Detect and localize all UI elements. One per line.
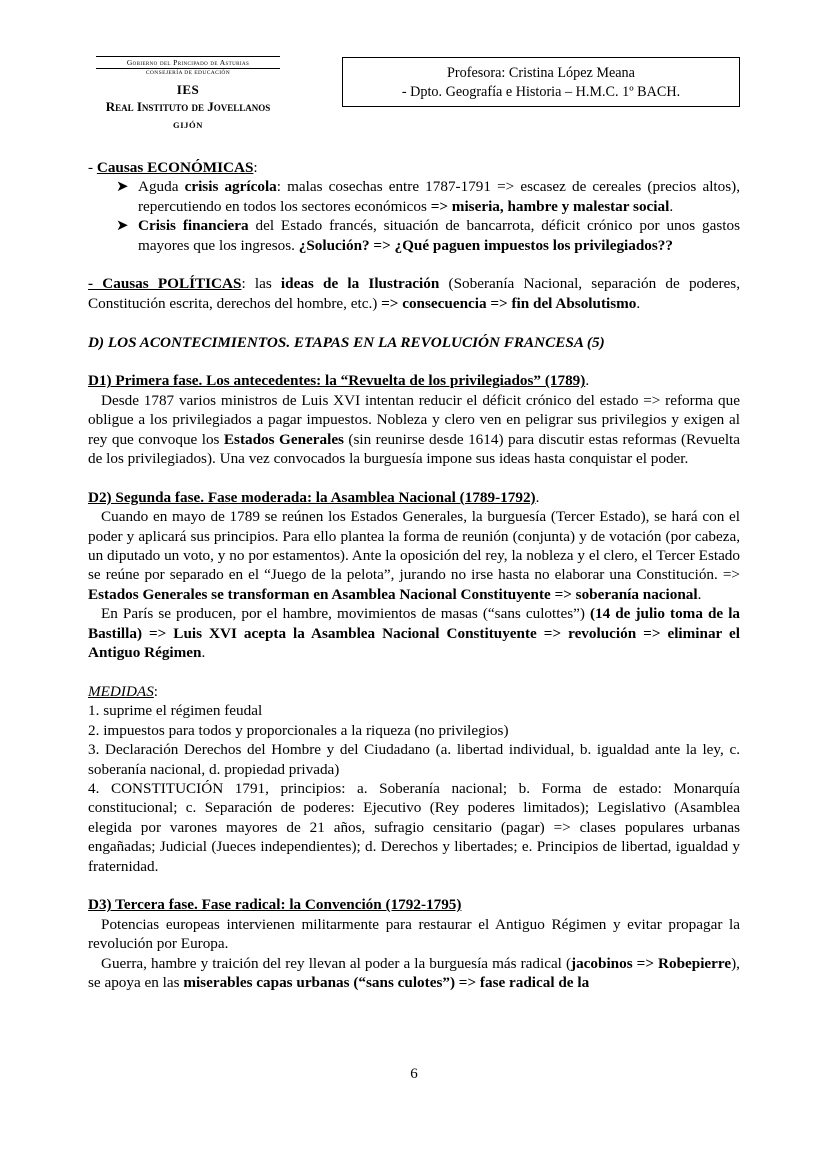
economic-causes-list bbox=[88, 177, 740, 255]
medidas-heading: MEDIDAS: bbox=[88, 682, 159, 700]
economic-causes-heading bbox=[88, 158, 740, 177]
logo-ies-line: IES bbox=[176, 82, 200, 97]
d2-paragraph-2: En París se producen, por el hambre, movimientos de masas (“sans culottes”) (14 de julio toma de la Bastilla) => Luis XVI acepta la Asamblea Nacional Constituyente => revolución => eliminar el Antiguo Régimen. bbox=[88, 605, 741, 662]
heading-colon: : bbox=[253, 159, 258, 176]
arrow-bullet-icon: ➤ bbox=[116, 178, 129, 196]
teacher-name: Profesora: Cristina López Meana bbox=[447, 65, 635, 81]
d1-paragraph: Desde 1787 varios ministros de Luis XVI intentan reducir el déficit crónico del estado => reforma que obligue a los privilegiados a pagar impuestos. Nobleza y clero ven en peligrar sus privilegios y exigen al rey que convoque los Estados Generales (sin reunirse desde 1614) para discutir estas reformas (Revuelta de los privilegiados). Una vez convocados la burguesía impone sus ideas hasta conquistar el poder. bbox=[88, 391, 740, 468]
logo-government-line: Gobierno del Principado de Asturias bbox=[96, 56, 280, 69]
list-item: 2. impuestos para todos y proporcionales a la riqueza (no privilegios) bbox=[88, 721, 509, 739]
list-item: 3. Declaración Derechos del Hombre y del Ciudadano (a. libertad individual, b. igualdad ante la ley, c. soberanía nacional, d. propiedad privada) bbox=[88, 741, 740, 778]
d3-paragraph-1: Potencias europeas intervienen militarmente para restaurar el Antiguo Régimen y evitar propagar la revolución por Europa. bbox=[88, 915, 740, 953]
political-causes-paragraph: - Causas POLÍTICAS: las ideas de la Ilustración (Soberanía Nacional, separación de poderes, Constitución escrita, derechos del hombre, etc.) => consecuencia => fin del Absolutismo. bbox=[88, 275, 740, 312]
list-item: 4. CONSTITUCIÓN 1791, principios: a. Soberanía nacional; b. Forma de estado: Monarquía constitucional; c. Separación de poderes: Ejecutivo (Rey poderes limitados); Legislativo (Asamblea elegida por varones mayores de 21 años, sufragio censitario (pagar) => clases populares urbanas engañadas; Judicial (Jueces independientes); d. Derechos y libertades; e. Principios de libertad, igualdad y fraternidad. bbox=[88, 779, 740, 875]
page-number: 6 bbox=[410, 1066, 418, 1082]
logo-city: GIJÓN bbox=[173, 120, 203, 130]
teacher-header-box bbox=[342, 57, 740, 107]
d2-paragraph-1: Cuando en mayo de 1789 se reúnen los Estados Generales, la burguesía (Tercer Estado), se hará con el poder y aplicará sus principios. Para ello plantea la forma de reunión (conjunta) y de votación (por cabeza, un diputado un voto, y no por estamentos). Ante la oposición del rey, la nobleza y el clero, el Tercer Estado se reúne por separado en el “Juego de la pelota”, jurando no irse hasta no elaborar una Constitución. => Estados Generales se transforman en Asamblea Nacional Constituyente => soberanía nacional. bbox=[88, 508, 740, 603]
school-logo bbox=[96, 56, 280, 130]
economic-causes-title: Causas ECONÓMICAS bbox=[96, 159, 254, 176]
d3-heading: D3) Tercera fase. Fase radical: la Convención (1792-1795) bbox=[88, 896, 462, 914]
list-item: 1. suprime el régimen feudal bbox=[88, 702, 263, 720]
d3-paragraph-2: Guerra, hambre y traición del rey llevan al poder a la burguesía más radical (jacobinos => Robepierre), se apoya en las miserables capas urbanas (“sans culotes”) => fase radical de la bbox=[88, 954, 740, 991]
heading-dash: - bbox=[88, 159, 97, 176]
section-d-heading: D) LOS ACONTECIMIENTOS. ETAPAS EN LA REVOLUCIÓN FRANCESA (5) bbox=[88, 333, 605, 351]
logo-school-name: Real Instituto de Jovellanos bbox=[105, 99, 271, 114]
political-causes-title: - Causas POLÍTICAS bbox=[88, 275, 242, 293]
document-body bbox=[88, 158, 740, 992]
d1-heading: D1) Primera fase. Los antecedentes: la “Revuelta de los privilegiados” (1789). bbox=[88, 372, 590, 390]
department-line: - Dpto. Geografía e Historia – H.M.C. 1º BACH. bbox=[401, 84, 681, 100]
logo-department-line: CONSEJERÍA DE EDUCACIÓN bbox=[145, 70, 231, 76]
list-item: ➤ Crisis financiera del Estado francés, situación de bancarrota, déficit crónico por unos gastos mayores que los ingresos. ¿Solución? => ¿Qué paguen impuestos los privilegiados?? bbox=[116, 217, 740, 254]
list-item: ➤ Aguda crisis agrícola: malas cosechas entre 1787-1791 => escasez de cereales (precios altos), repercutiendo en todos los sectores económicos => miseria, hambre y malestar social. bbox=[116, 178, 740, 215]
d2-heading: D2) Segunda fase. Fase moderada: la Asamblea Nacional (1789-1792). bbox=[88, 488, 540, 506]
arrow-bullet-icon: ➤ bbox=[116, 217, 129, 235]
